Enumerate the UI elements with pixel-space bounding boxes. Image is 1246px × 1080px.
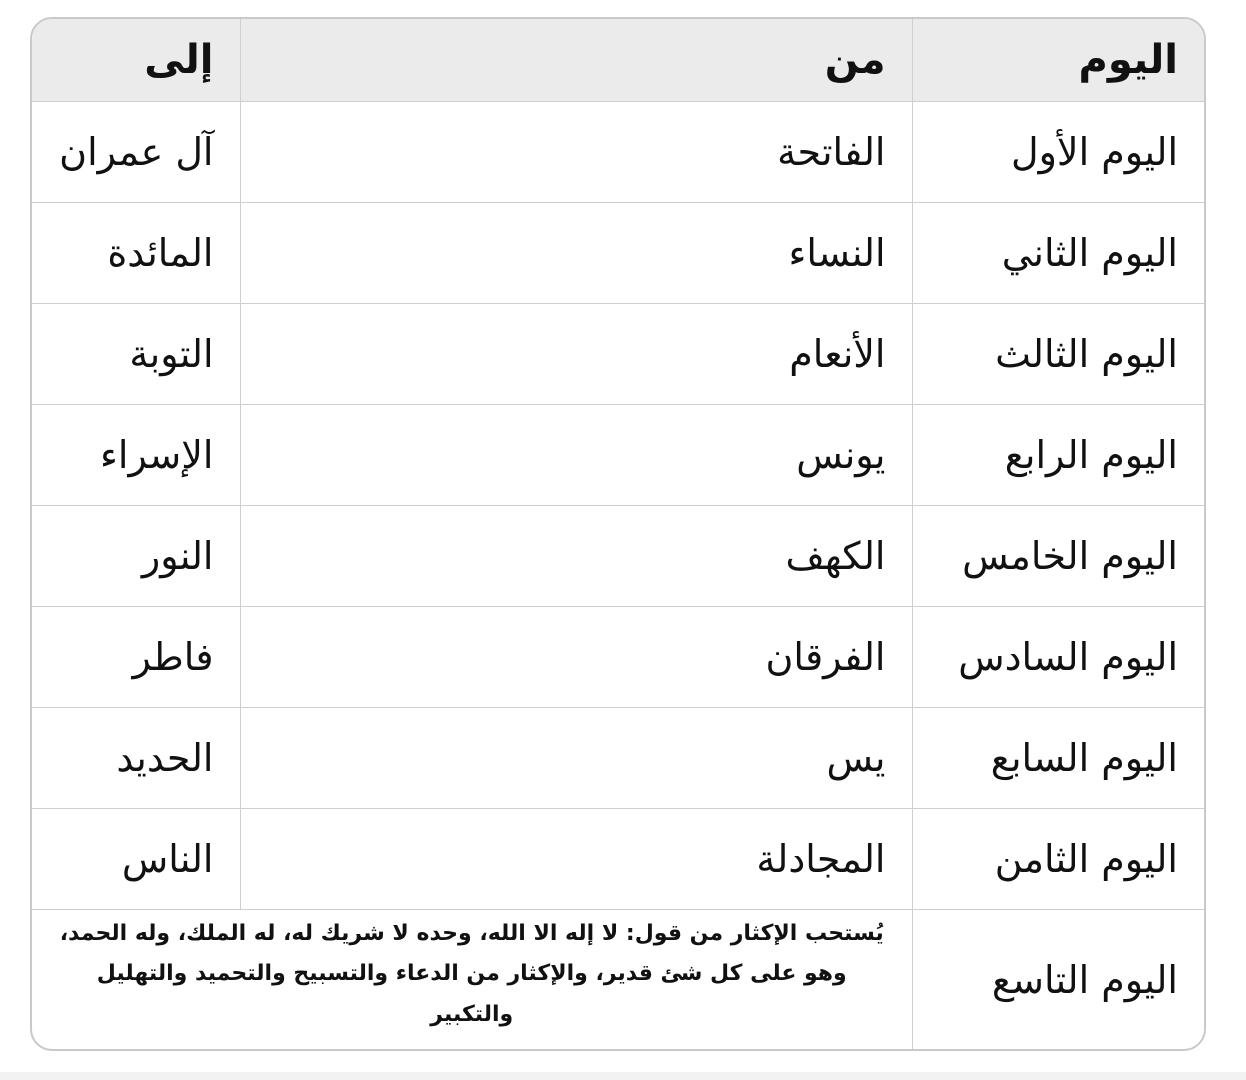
table-row [32, 101, 1204, 202]
to-cell: الناس [32, 808, 240, 909]
day-cell: اليوم السادس [912, 606, 1204, 707]
day-cell: اليوم الثامن [912, 808, 1204, 909]
from-cell: يس [240, 707, 912, 808]
to-cell: الحديد [32, 707, 240, 808]
dhikr-note: يُستحب الإكثار من قول: لا إله الا الله، وحده لا شريك له، له الملك، وله الحمد، وهو على كل شئ قدير، والإكثار من الدعاء والتسبيح والتحميد والتهليل والتكبير [32, 909, 912, 1051]
to-cell: المائدة [32, 202, 240, 303]
day-cell: اليوم الرابع [912, 404, 1204, 505]
day-cell: اليوم الثاني [912, 202, 1204, 303]
bottom-edge-strip [0, 1072, 1246, 1080]
from-cell: يونس [240, 404, 912, 505]
from-cell: الأنعام [240, 303, 912, 404]
to-cell: فاطر [32, 606, 240, 707]
table-row [32, 505, 1204, 606]
from-cell: المجادلة [240, 808, 912, 909]
header-from: من [240, 19, 912, 101]
day-cell: اليوم الثالث [912, 303, 1204, 404]
to-cell: التوبة [32, 303, 240, 404]
from-cell: الفرقان [240, 606, 912, 707]
header-to: إلى [32, 19, 240, 101]
to-cell: النور [32, 505, 240, 606]
day-cell: اليوم الخامس [912, 505, 1204, 606]
table-body [32, 101, 1204, 1051]
table-row [32, 808, 1204, 909]
from-cell: الكهف [240, 505, 912, 606]
day-cell: اليوم الأول [912, 101, 1204, 202]
schedule-grid [32, 19, 1204, 1051]
to-cell: آل عمران [32, 101, 240, 202]
header-day: اليوم [912, 19, 1204, 101]
table-row [32, 707, 1204, 808]
day-cell: اليوم السابع [912, 707, 1204, 808]
header-row [32, 19, 1204, 101]
from-cell: الفاتحة [240, 101, 912, 202]
table-row [32, 606, 1204, 707]
table-row [32, 202, 1204, 303]
table-header [32, 19, 1204, 101]
reading-schedule-table [30, 17, 1206, 1051]
table-row [32, 404, 1204, 505]
table-row-last [32, 909, 1204, 1051]
day-cell: اليوم التاسع [912, 909, 1204, 1051]
to-cell: الإسراء [32, 404, 240, 505]
from-cell: النساء [240, 202, 912, 303]
table-row [32, 303, 1204, 404]
